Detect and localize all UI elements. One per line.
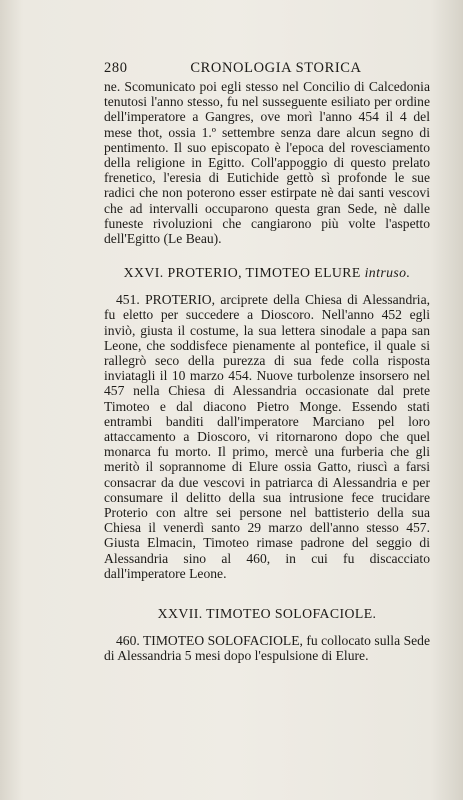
running-title: CRONOLOGIA STORICA bbox=[190, 60, 362, 76]
running-head bbox=[104, 60, 430, 78]
paragraph-continued: ne. Scomunicato poi egli stesso nel Concilio di Calcedonia tenutosi l'anno stesso, fu nel susseguente esiliato per ordine dell'imperatore a Gangres, ove morì l'anno 454 il 4 del mese thot, ossia 1.º settembre senza dare alcun segno di pentimento. Il suo episcopato è l'epoca del rovesciamento della religione in Egitto. Coll'appoggio di questo prelato frenetico, l'eresia di Eutichide gettò sì profonde le sue radici che non poterono esser estirpate nè dai santi vescovi che ad intervalli occuparono questa gran Sede, nè dalle funeste rivoluzioni che cangiarono più volte l'aspetto dell'Egitto (Le Beau). bbox=[104, 79, 430, 247]
section-heading-xxvi-italic: intruso. bbox=[364, 265, 411, 281]
section-heading-xxvi bbox=[104, 265, 430, 281]
paragraph-timoteo-solofaciole: 460. TIMOTEO SOLOFACIOLE, fu collocato sulla Sede di Alessandria 5 mesi dopo l'espulsione di Elure. bbox=[104, 633, 430, 664]
page-content bbox=[104, 60, 430, 664]
paragraph-proterio: 451. PROTERIO, arciprete della Chiesa di Alessandria, fu eletto per succedere a Dioscoro. Nell'anno 452 egli inviò, giusta il costume, la sua lettera sinodale a papa san Leone, che soddisfece pienamente al pontefice, il quale si rallegrò seco della purezza di sua fede colla risposta inviatagli il 10 marzo 454. Nuove turbolenze insorsero nel 457 nella Chiesa di Alessandria occasionate dal prete Timoteo e dal diacono Pietro Monge. Essendo stati entrambi banditi dall'imperatore Marciano pel loro attaccamento a Dioscoro, vi ritornarono dopo che quel monarca fu morto. Il primo, mercè una furberia che gli meritò il soprannome di Elure ossia Gatto, riuscì a farsi consacrar da due vescovi in patriarca di Alessandria e per consumare il delitto della sua intrusione fece trucidare Proterio con altre sei persone nel battisterio della sua Chiesa il venerdì santo 29 marzo dell'anno stesso 457. Giusta Elmacin, Timoteo rimase padrone del seggio di Alessandria sino al 460, in cui fu discacciato dall'imperatore Leone. bbox=[104, 292, 430, 581]
section-heading-xxvii: XXVII. TIMOTEO SOLOFACIOLE. bbox=[157, 606, 377, 622]
section-heading-xxvi-text: XXVI. PROTERIO, TIMOTEO ELURE bbox=[123, 265, 361, 281]
page-number: 280 bbox=[104, 60, 128, 76]
